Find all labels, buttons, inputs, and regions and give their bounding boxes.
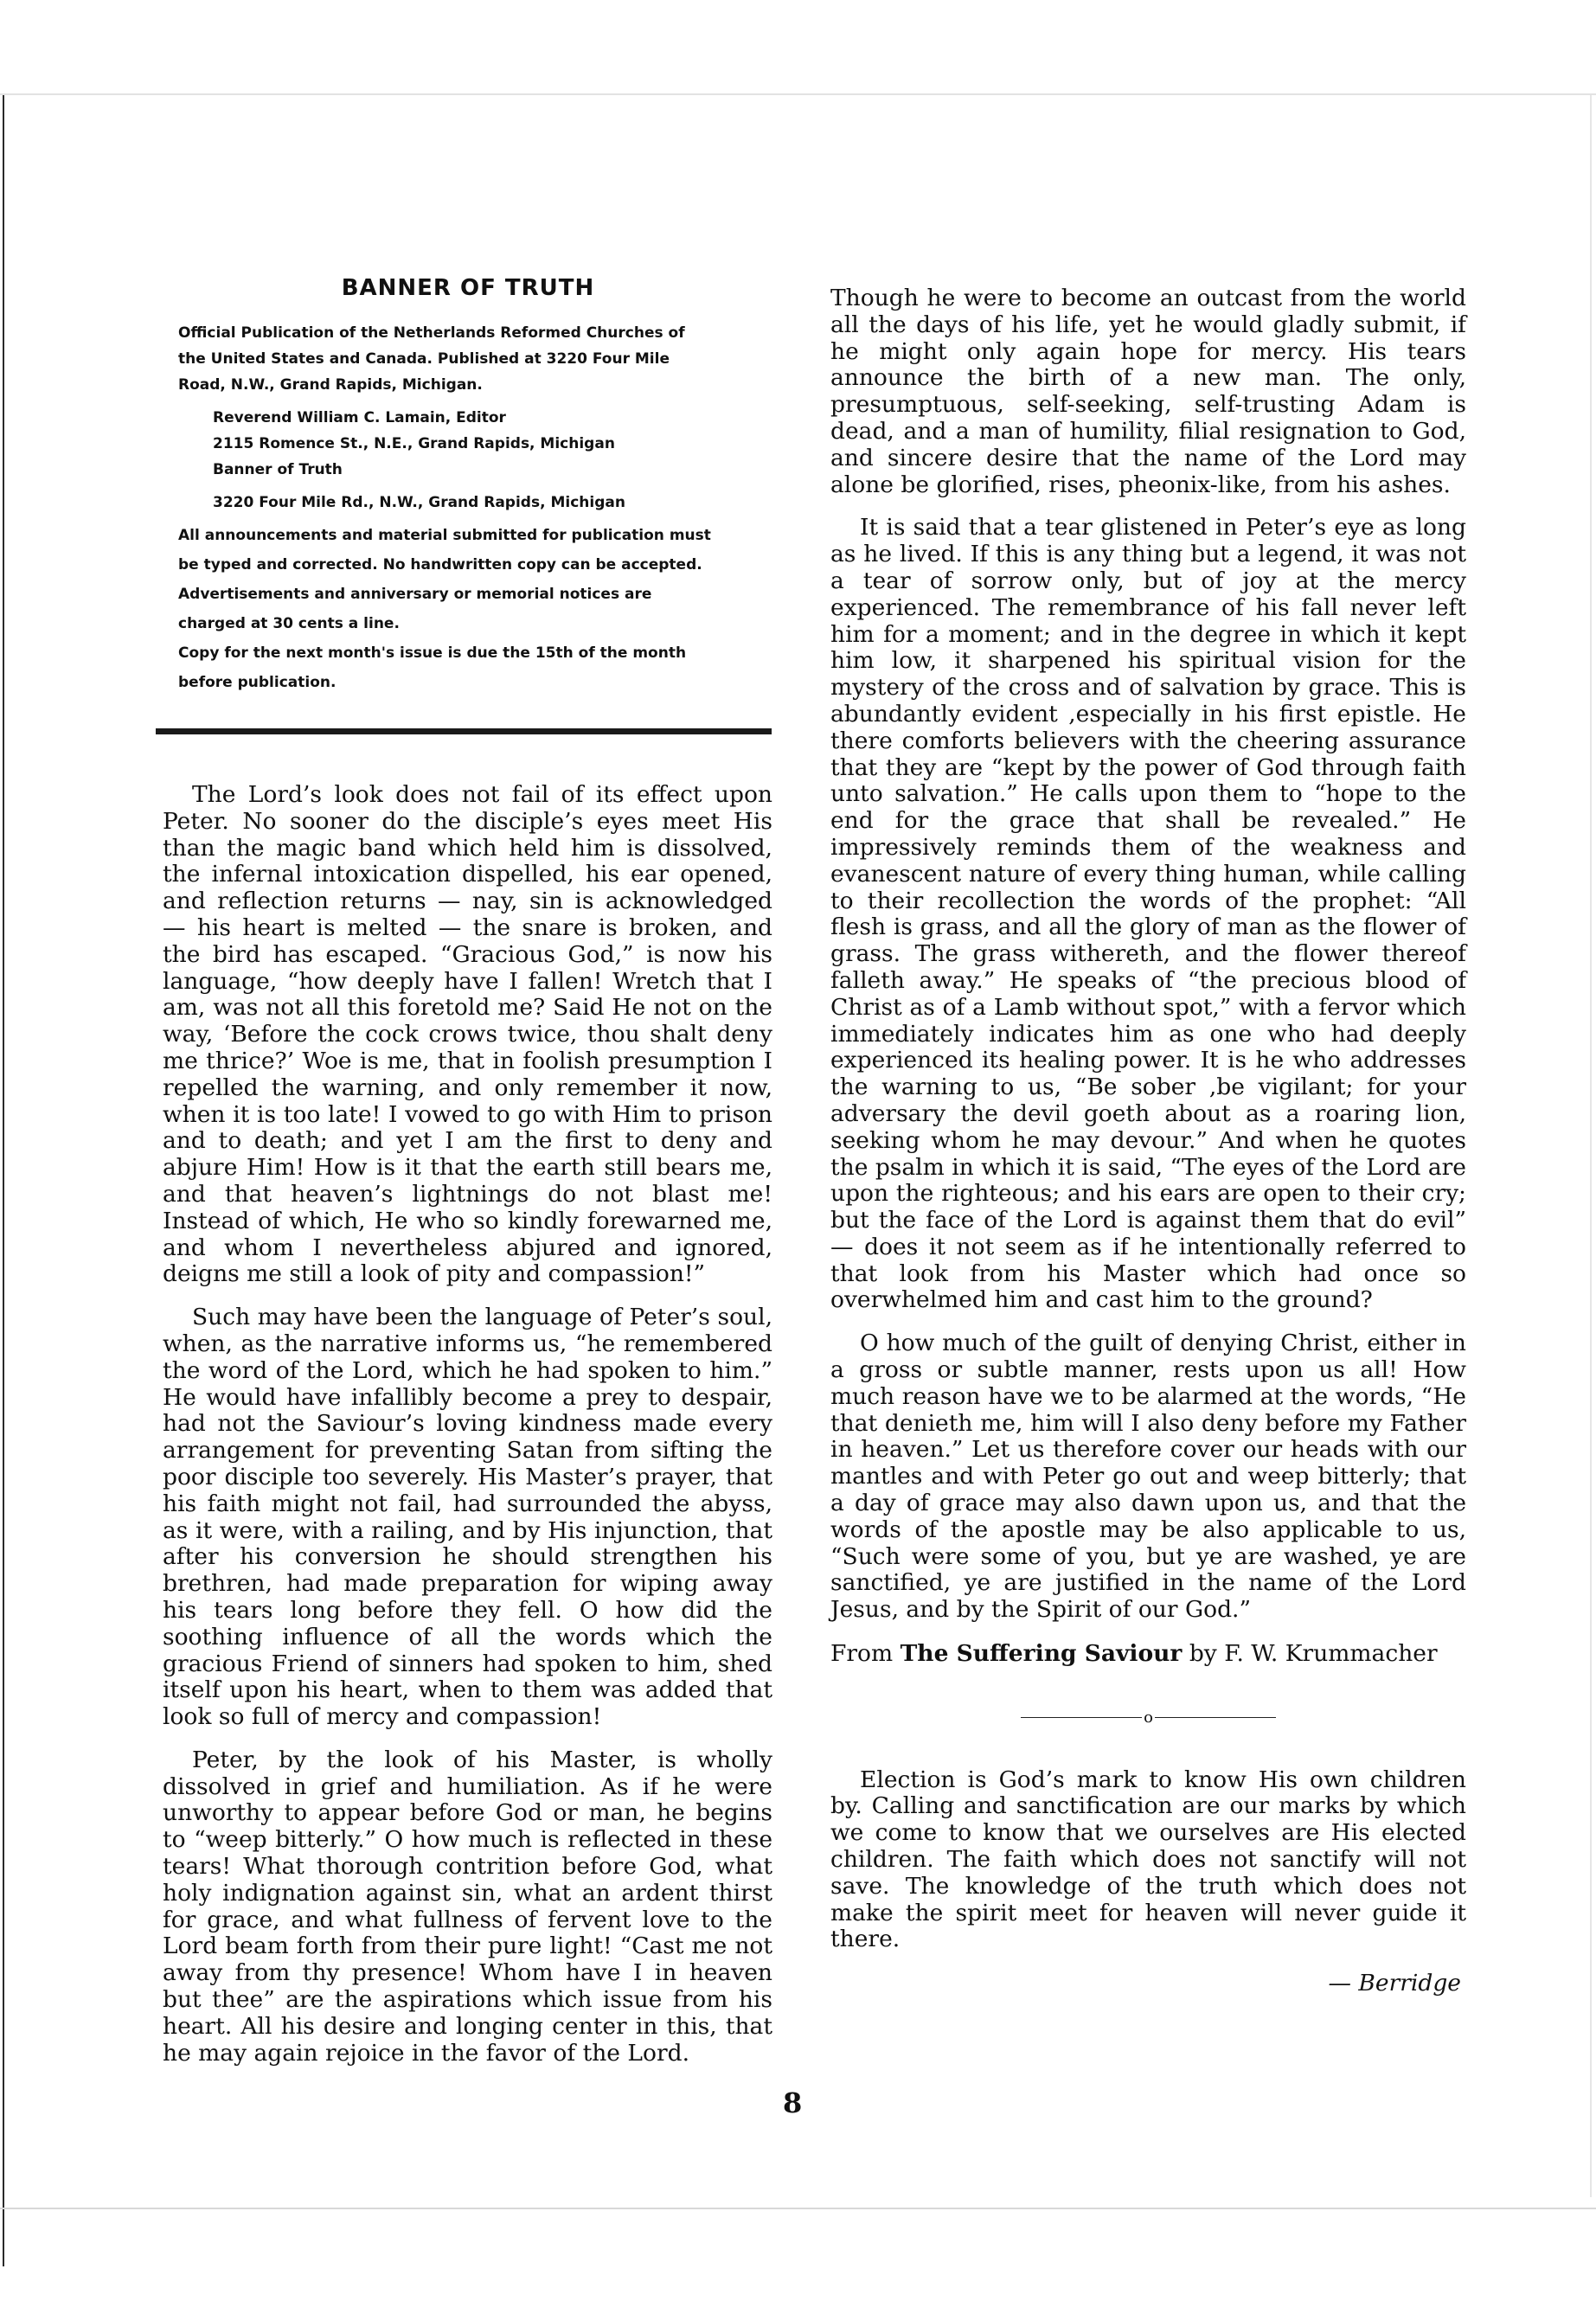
article-paragraph: The Lord’s look does not fail of its effect upon Peter. No sooner do the disciple’s eyes meet His than the magic band which held him is dissolved, the infernal intoxication dispelled, his ear opened, and reflection returns — nay, sin is acknowledged — his heart is melted — the snare is broken, and the bird has escaped. “Gracious God,” is now his language, “how deeply have I fallen! Wretch that I am, was not all this foretold me? Said He not on the way, ‘Before the cock crows twice, thou shalt deny me thrice?’ Woe is me, that in foolish presumption I repelled the warning, and only remember it now, when it is too late! I vowed to go with Him to prison and to death; and yet I am the first to deny and abjure Him! How is it that the earth still bears me, and that heaven’s lightnings do not blast me! Instead of which, He who so kindly forewarned me, and whom I nevertheless abjured and ignored, deigns me still a look of pity and compassion!” [163,781,772,1288]
publication-line: Official Publication of the Netherlands Reformed Churches of [178,324,685,342]
source-prefix: From [830,1640,894,1668]
notice-line: All announcements and material submitted for publication must [178,527,711,544]
scan-edge-top [0,93,1596,95]
notice-line: Advertisements and anniversary or memorial notices are [178,586,652,603]
article-paragraph: It is said that a tear glistened in Peter’s eye as long as he lived. If this is any thing but a legend, it was not a tear of sorrow only, but of joy at the mercy experienced. The remembrance of his fall never left him for a moment; and in the degree in which it kept him low, it sharpened his spiritual vision for the mystery of the cross and of salvation by grace. This is abundantly evident ,especially in his first epistle. He there comforts believers with the cheering assurance that they are “kept by the power of God through faith unto salvation.” He calls upon them to “hope to the end for the grace that shall be revealed.” He impressively reminds them of the weakness and evanescent nature of every thing human, while calling to their recollection the words of the prophet: “All flesh is grass, and all the glory of man as the flower of grass. The grass withereth, and the flower thereof falleth away.” He speaks of “the precious blood of Christ as of a Lamb without spot,” with a fervor which immediately indicates him as one who had deeply experienced its healing power. It is he who addresses the warning to us, “Be sober ,be vigilant; for your adversary the devil goeth about as a roaring lion, seeking whom he may devour.” And when he quotes the psalm in which it is said, “The eyes of the Lord are upon the righteous; and his ears are open to their cry; but the face of the Lord is against them that do evil” — does it not seem as if he intentionally referred to that look from his Master which had once so overwhelmed him and cast him to the ground? [830,514,1466,1314]
source-title: The Suffering Saviour [900,1640,1183,1668]
publication-line: Road, N.W., Grand Rapids, Michigan. [178,376,483,394]
quote-attribution: — Berridge [1328,1970,1461,1997]
article-paragraph: Though he were to become an outcast from the world all the days of his life, yet he would gladly submit, if he might only again hope for mercy. His tears announce the birth of a new man. The only, presumptuous, self-seeking, self-trusting Adam is dead, and a man of humility, filial resignation to God, and sincere desire that the name of the Lord may alone be glorified, rises, pheonix-like, from his ashes. [830,285,1466,498]
source-citation [830,1640,1466,1667]
divider-line [1155,1717,1276,1718]
masthead-divider-rule [156,728,772,734]
notice-line: be typed and corrected. No handwritten copy can be accepted. [178,556,702,574]
scan-edge-right [1590,95,1592,2197]
scan-edge-bottom [0,2208,1596,2209]
quote-paragraph: Election is God’s mark to know His own children by. Calling and sanctification are our marks by which we come to know that we ourselves are His elected children. The faith which does not sanctify will not save. The knowledge of the truth which does not make the spirit meet for heaven will never guide it there. [830,1766,1466,1953]
article-paragraph: Peter, by the look of his Master, is wholly dissolved in grief and humiliation. As if he were unworthy to appear before God or man, he begins to “weep bitterly.” O how much is reflected in these tears! What thorough contrition before God, what holy indignation against sin, what an ardent thirst for grace, and what fullness of fervent love to the Lord beam forth from their pure light! “Cast me not away from thy presence! Whom have I in heaven but thee” are the aspirations which issue from his heart. All his desire and longing center in this, that he may again rejoice in the favor of the Lord. [163,1746,772,2067]
masthead [178,275,758,695]
publication-line: the United States and Canada. Published at 3220 Four Mile [178,350,670,368]
masthead-title: BANNER OF TRUTH [341,275,595,301]
scan-edge-left [3,95,4,2266]
section-divider [830,1705,1466,1729]
notice-line: before publication. [178,674,337,691]
source-author: by F. W. Krummacher [1189,1640,1438,1668]
left-column [163,275,772,2083]
banner-name: Banner of Truth [213,461,343,478]
page-number: 8 [783,2086,803,2119]
divider-line [1021,1717,1142,1718]
banner-address: 3220 Four Mile Rd., N.W., Grand Rapids, Michigan [213,494,625,511]
article-paragraph: O how much of the guilt of denying Christ, either in a gross or subtle manner, rests upon us all! How much reason have we to be alarmed at the words, “He that denieth me, him will I also deny before my Father in heaven.” Let us therefore cover our heads with our mantles and with Peter go out and weep bitterly; that a day of grace may also dawn upon us, and that the words of the apostle may be also applicable to us, “Such were some of you, but ye are washed, ye are sanctified, ye are justified in the name of the Lord Jesus, and by the Spirit of our God.” [830,1330,1466,1624]
right-column [830,285,1466,1997]
divider-mark: o [1144,1708,1153,1727]
editor-name: Reverend William C. Lamain, Editor [213,409,506,426]
notice-line: charged at 30 cents a line. [178,615,400,632]
article-paragraph: Such may have been the language of Peter’s soul, when, as the narrative informs us, “he remembered the word of the Lord, which he had spoken to him.” He would have infallibly become a prey to despair, had not the Saviour’s loving kindness made every arrangement for preventing Satan from sifting the poor disciple too severely. His Master’s prayer, that his faith might not fail, had surrounded the abyss, as it were, with a railing, and by His injunction, that after his conversion he should strengthen his brethren, had made preparation for wiping away his tears long before they fell. O how did the soothing influence of all the words which the gracious Friend of sinners had spoken to him, shed itself upon his heart, when to them was added that look so full of mercy and compassion! [163,1304,772,1731]
notice-line: Copy for the next month's issue is due the 15th of the month [178,644,687,662]
editor-address: 2115 Romence St., N.E., Grand Rapids, Michigan [213,435,615,452]
